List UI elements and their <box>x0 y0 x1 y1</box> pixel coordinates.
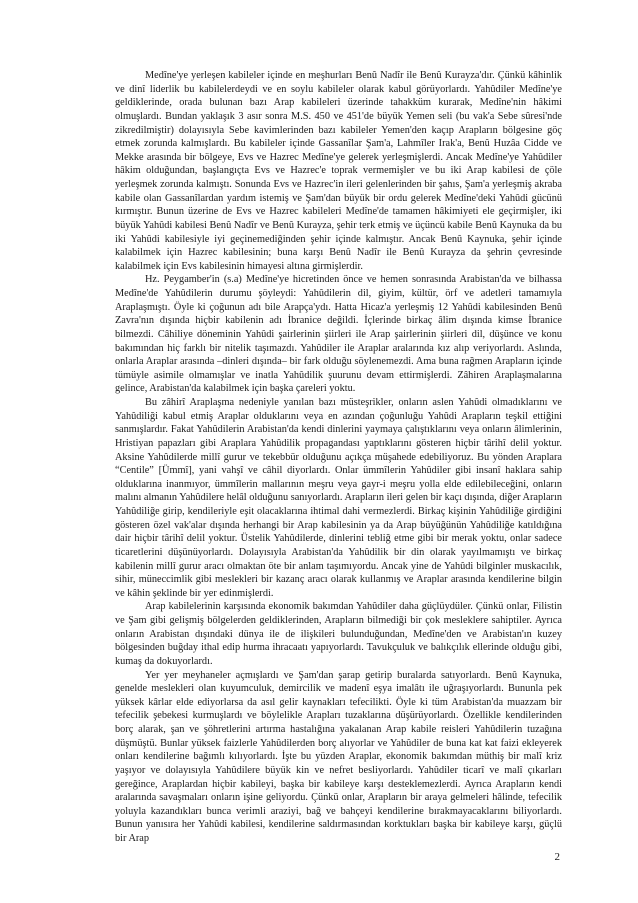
paragraph-5: Yer yer meyhaneler açmışlardı ve Şam'dan şarap getirip buralarda satıyorlardı. Benû Kaynuka, genelde meslekleri olan kuyumculuk, demircilik ve madenî eşya imalâtı ile uğraşıyorlardı. Bununla pek yüksek kârlar elde ediyorlarsa da asıl gelir kaynakları tefecilikti. Öyle ki tüm Arabistan'da muazzam bir tefecilik şebekesi kurmuşlardı ve böylelikle Arapları tuzaklarına düşürüyorlardı. Özellikle kendilerinden borç alarak, şan ve şöhretlerini artırma hastalığına yakalanan Arap kabile reisleri Yahûdilerin tuzağına düşmüştü. Bunlar yüksek faizlerle Yahûdilerden borç alıyorlar ve Yahûdiler de buna kat kat faizi ekleyerek onları kendilerine bağımlı kılıyorlardı. İşte bu yüzden Araplar, ekonomik bakımdan müthiş bir malî kriz yaşıyor ve dolayısıyla Yahûdilere büyük kin ve nefret besliyorlardı. Yahûdiler ticarî ve malî çıkarları gereğince, Araplardan hiçbir kabileyi, başka bir kabileye karşı desteklemezlerdi. Ayrıca Arapların kendi aralarında savaşmaları onların işine geliyordu. Çünkü onlar, Arapların bir araya gelmeleri hâlinde, tefecilik yoluyla kazandıkları bunca verimli araziyi, bağ ve bahçeyi kendilerine bırakmayacaklarını biliyorlardı. Bunun yanısıra her Yahûdi kabilesi, kendilerine saldırmasından korktukları başka bir kabileye karşı, güçlü bir Arap <box>115 669 562 844</box>
paragraph-3: Bu zâhirî Araplaşma nedeniyle yanılan bazı müsteşrikler, onların aslen Yahûdi olmadıklarını ve Yahûdiliği kabul etmiş Araplar olduklarını veya en azından çoğunluğu Yahûdi Arapların teşkil ettiğini sanmışlardır. Fakat Yahûdilerin Arabistan'da kendi dinlerini yaymaya çalıştıklarını veya onların âlimlerinin, Hristiyan papazları gibi Araplara Yahûdilik propagandası yaptıklarını gösteren hiçbir târihî delil yoktur. Aksine Yahûdilerde millî gurur ve tekebbür olduğunu açıkça müşahede edebiliyoruz. Bu yönden Araplara “Centile” [Ümmî], yani vahşî ve câhil diyorlardı. Onlar ümmîlerin Yahûdiler gibi insanî haklara sahip olduklarına inanmıyor, ümmîlerin mallarının meşru veya gayr-i meşru yolla elde edilebileceğini, onların malını almanın Yahûdilere helâl olduğunu sanıyorlardı. Arapların ileri gelen bir kaçı dışında, diğer Arapların Yahûdiliğe girip, kendileriyle eşit olacaklarına ihtimal dahi vermezlerdi. Birkaç kişinin Yahûdiliğe girdiğini gösteren özel vak'alar dışında herhangi bir Arap kabilesinin ya da Arap büyüğünün Yahûdiliğe katıldığına dair hiçbir târihî delil yoktur. Üstelik Yahûdilerde, dinlerini tebliğ etme gibi bir merak yoktu, onlar sadece ticaretlerini düşünüyorlardı. Dolayısıyla Arabistan'da Yahûdilik bir din olarak yayılmamıştı ve birkaç kabilenin millî gurur aracı olmaktan öte bir anlam taşımıyordu. Ancak yine de Yahûdi bilginler muskacılık, sihir, müneccimlik gibi meslekleri bir kazanç aracı olarak kullanmış ve Araplar arasında kendilerine bilgin ve kâhin şeklinde bir yer edinmişlerdi. <box>115 397 562 599</box>
paragraph-2: Hz. Peygamber'in (s.a) Medîne'ye hicretinden önce ve hemen sonrasında Arabistan'da ve bilhassa Medîne'de Yahûdilerin durumu şöyleydi: Yahûdilerin dil, giyim, kültür, örf ve adetleri tamamıyla Araplaşmıştı. Öyle ki çoğunun adı bile Arapça'ydı. Hatta Hicaz'a yerleşmiş 12 Yahûdi kabilesinden Benû Zavra'nın dışında hiçbir kabilenin adı İbranice değildi. İçlerinde birkaç âlim dışında kimse İbranice bilmezdi. Câhiliye döneminin Yahûdi şairlerinin şiirleri ile Arap şairlerinin şiirleri dil, düşünce ve konu bakımından hiç farklı bir nitelik taşımazdı. Yahûdiler ile Araplar aralarında kız alıp veriyorlardı. Aslında, onlarla Araplar arasında –dinleri dışında– bir fark olduğu söylenemezdi. Ama buna rağmen Arapların içinde tümüyle asimile olmamışlar ve inatla Yahûdilik şuurunu devam ettirmişlerdi. Zâhiren Araplaşmalarına gelince, Arabistan'da kalabilmek için başka çareleri yoktu. <box>115 274 562 395</box>
paragraph-1: Medîne'ye yerleşen kabileler içinde en meşhurları Benû Nadîr ile Benû Kurayza'dır. Çünkü kâhinlik ve dinî liderlik bu kabilelerdeydi ve en soylu kabileler olarak kabul görüyorlardı. Yahûdiler Medîne'ye geldiklerinde, orada bulunan bazı Arap kabileleri üzerinde tahakküm kurarak, Medîne'nin hâkimi olmuşlardı. Bundan yaklaşık 3 asır sonra M.S. 450 ve 451'de büyük Yemen seli (bu vak'a Sebe sûresi'nde zikredilmiştir) dolayısıyla Sebe kavimlerinden bazı kabileler Yemen'den kaçıp Arapların bölgesine göç etmek zorunda kalmışlardı. Bu kabileler içinde Gassanîlar Şam'a, Lahmîler Irak'a, Benû Huzâa Cidde ve Mekke arasında bir bölgeye, Evs ve Hazrec Medîne'ye gelerek yerleşmişlerdi. Ancak Medîne'ye Yahûdiler hâkim olduğundan, başlangıçta Evs ve Hazrec'e toprak vermemişler ve bu iki Arap kabilesi de çöle yerleşmek zorunda kalmıştı. Sonunda Evs ve Hazrec'in ileri gelenlerinden bir şahıs, Şam'a yerleşmiş akraba kabile olan Gassanîlardan yardım istemiş ve Şam'dan büyük bir ordu gelerek Medîne'deki Yahûdi gücünü kırmıştır. Bunun üzerine de Evs ve Hazrec kabileleri Medîne'de tamamen hâkimiyeti ele geçirmişler, iki büyük Yahûdi kabilesi Benû Nadîr ve Benû Kurayza, şehir terk etmiş ve üçüncü kabile Benû Kaynuka da bu iki Yahûdi kabilesiyle iyi geçinemediğinden şehir içinde kalmıştır. Ancak Benû Kaynuka, şehir içinde kalabilmek için Hazrec kabilesinin; buna karşı Benû Nadîr ile Benû Kurayza da şehrin çevresinde kalabilmek için Evs kabilesinin himayesi altına girmişlerdir. <box>115 70 562 272</box>
paragraph-4: Arap kabilelerinin karşısında ekonomik bakımdan Yahûdiler daha güçlüydüler. Çünkü onlar, Filistin ve Şam gibi gelişmiş bölgelerden geldiklerinden, Arapların bilmediği bir çok mesleklere sahiptiler. Ayrıca onların Arabistan dışındaki dünya ile de ilişkileri bulunduğundan, Medîne'den ve Arabistan'ın kuzey bölgesinden buğday ithal edip hurma ihracaatı yapıyorlardı. Tavukçuluk ve balıkçılık ellerinde olduğu gibi, kumaş da dokuyorlardı. <box>115 601 562 667</box>
body-text <box>115 69 562 846</box>
page-number: 2 <box>554 851 560 863</box>
